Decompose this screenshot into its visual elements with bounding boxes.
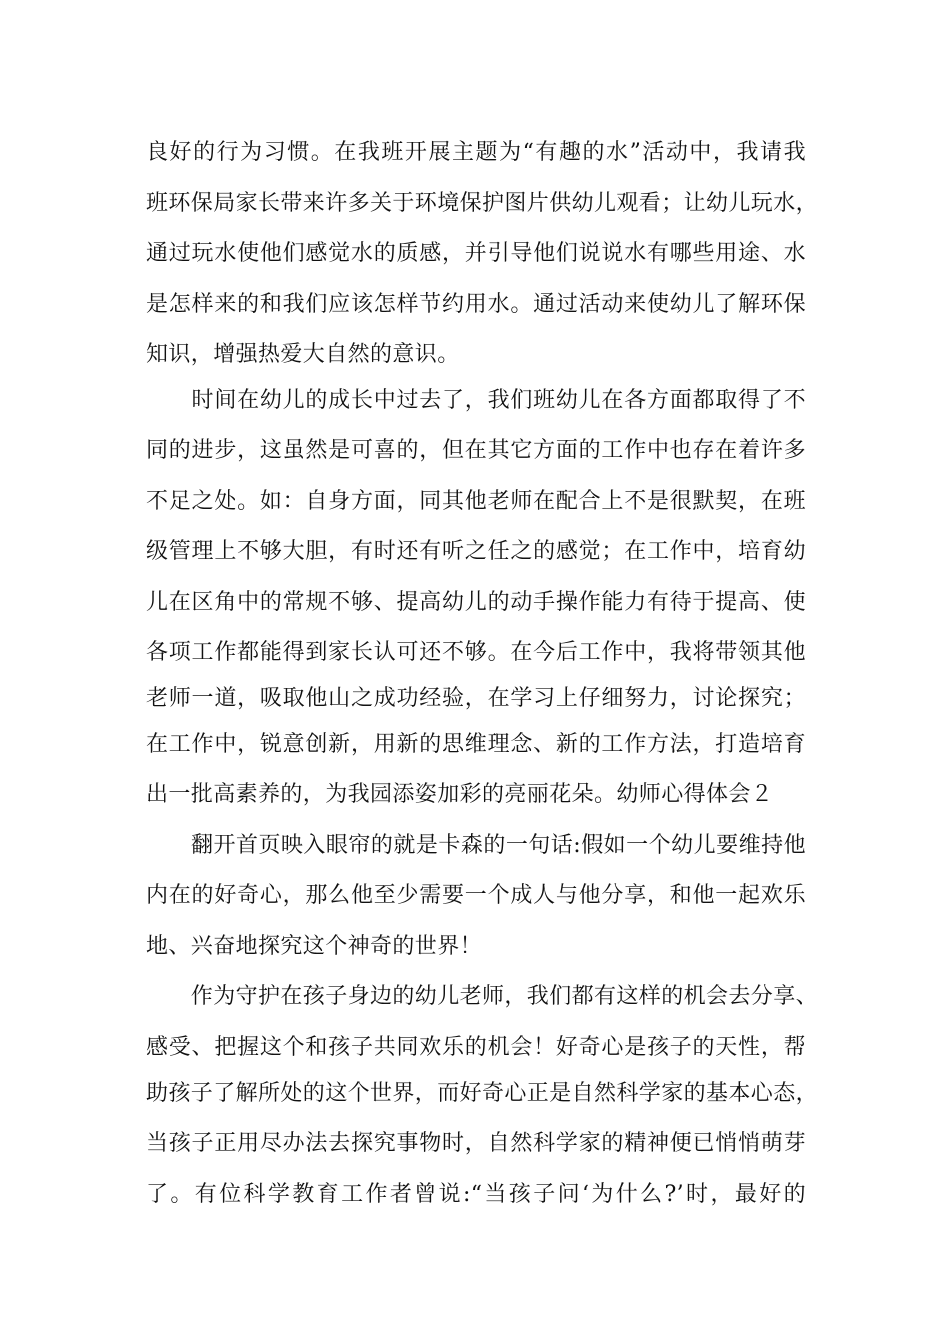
text-line: 当孩子正用尽办法去探究事物时，自然科学家的精神便已悄悄萌芽 xyxy=(146,1131,806,1156)
text-line: 地、兴奋地探究这个神奇的世界！ xyxy=(146,934,483,959)
text-line: 内在的好奇心，那么他至少需要一个成人与他分享，和他一起欢乐 xyxy=(146,883,806,908)
text-line: 各项工作都能得到家长认可还不够。在今后工作中，我将带领其他 xyxy=(146,640,806,665)
text-line: 班环保局家长带来许多关于环境保护图片供幼儿观看；让幼儿玩水， xyxy=(146,191,819,216)
text-line: 通过玩水使他们感觉水的质感，并引导他们说说水有哪些用途、水 xyxy=(146,241,806,266)
text-line: 助孩子了解所处的这个世界，而好奇心正是自然科学家的基本心态， xyxy=(146,1081,819,1106)
text-line: 儿在区角中的常规不够、提高幼儿的动手操作能力有待于提高、使 xyxy=(146,590,806,615)
text-line: 老师一道，吸取他山之成功经验，在学习上仔细努力，讨论探究； xyxy=(146,686,806,711)
text-line: 了。有位科学教育工作者曾说:“当孩子问‘为什么?’时，最好的 xyxy=(146,1182,806,1207)
text-line: 级管理上不够大胆，有时还有听之任之的感觉；在工作中，培育幼 xyxy=(146,539,806,564)
text-line: 时间在幼儿的成长中过去了，我们班幼儿在各方面都取得了不 xyxy=(146,388,806,413)
text-line: 出一批高素养的，为我园添姿加彩的亮丽花朵。幼师心得体会２ xyxy=(146,782,774,807)
text-line: 作为守护在孩子身边的幼儿老师，我们都有这样的机会去分享、 xyxy=(146,984,819,1009)
text-line: 知识，增强热爱大自然的意识。 xyxy=(146,342,460,367)
text-line: 翻开首页映入眼帘的就是卡森的一句话:假如一个幼儿要维持他 xyxy=(146,833,806,858)
text-line: 感受、把握这个和孩子共同欢乐的机会！好奇心是孩子的天性，帮 xyxy=(146,1035,806,1060)
text-line: 是怎样来的和我们应该怎样节约用水。通过活动来使幼儿了解环保 xyxy=(146,292,806,317)
text-line: 同的进步，这虽然是可喜的，但在其它方面的工作中也存在着许多 xyxy=(146,438,806,463)
text-line: 良好的行为习惯。在我班开展主题为“有趣的水”活动中，我请我 xyxy=(146,140,806,165)
text-line: 在工作中，锐意创新，用新的思维理念、新的工作方法，打造培育 xyxy=(146,732,806,757)
text-line: 不足之处。如：自身方面，同其他老师在配合上不是很默契，在班 xyxy=(146,489,806,514)
